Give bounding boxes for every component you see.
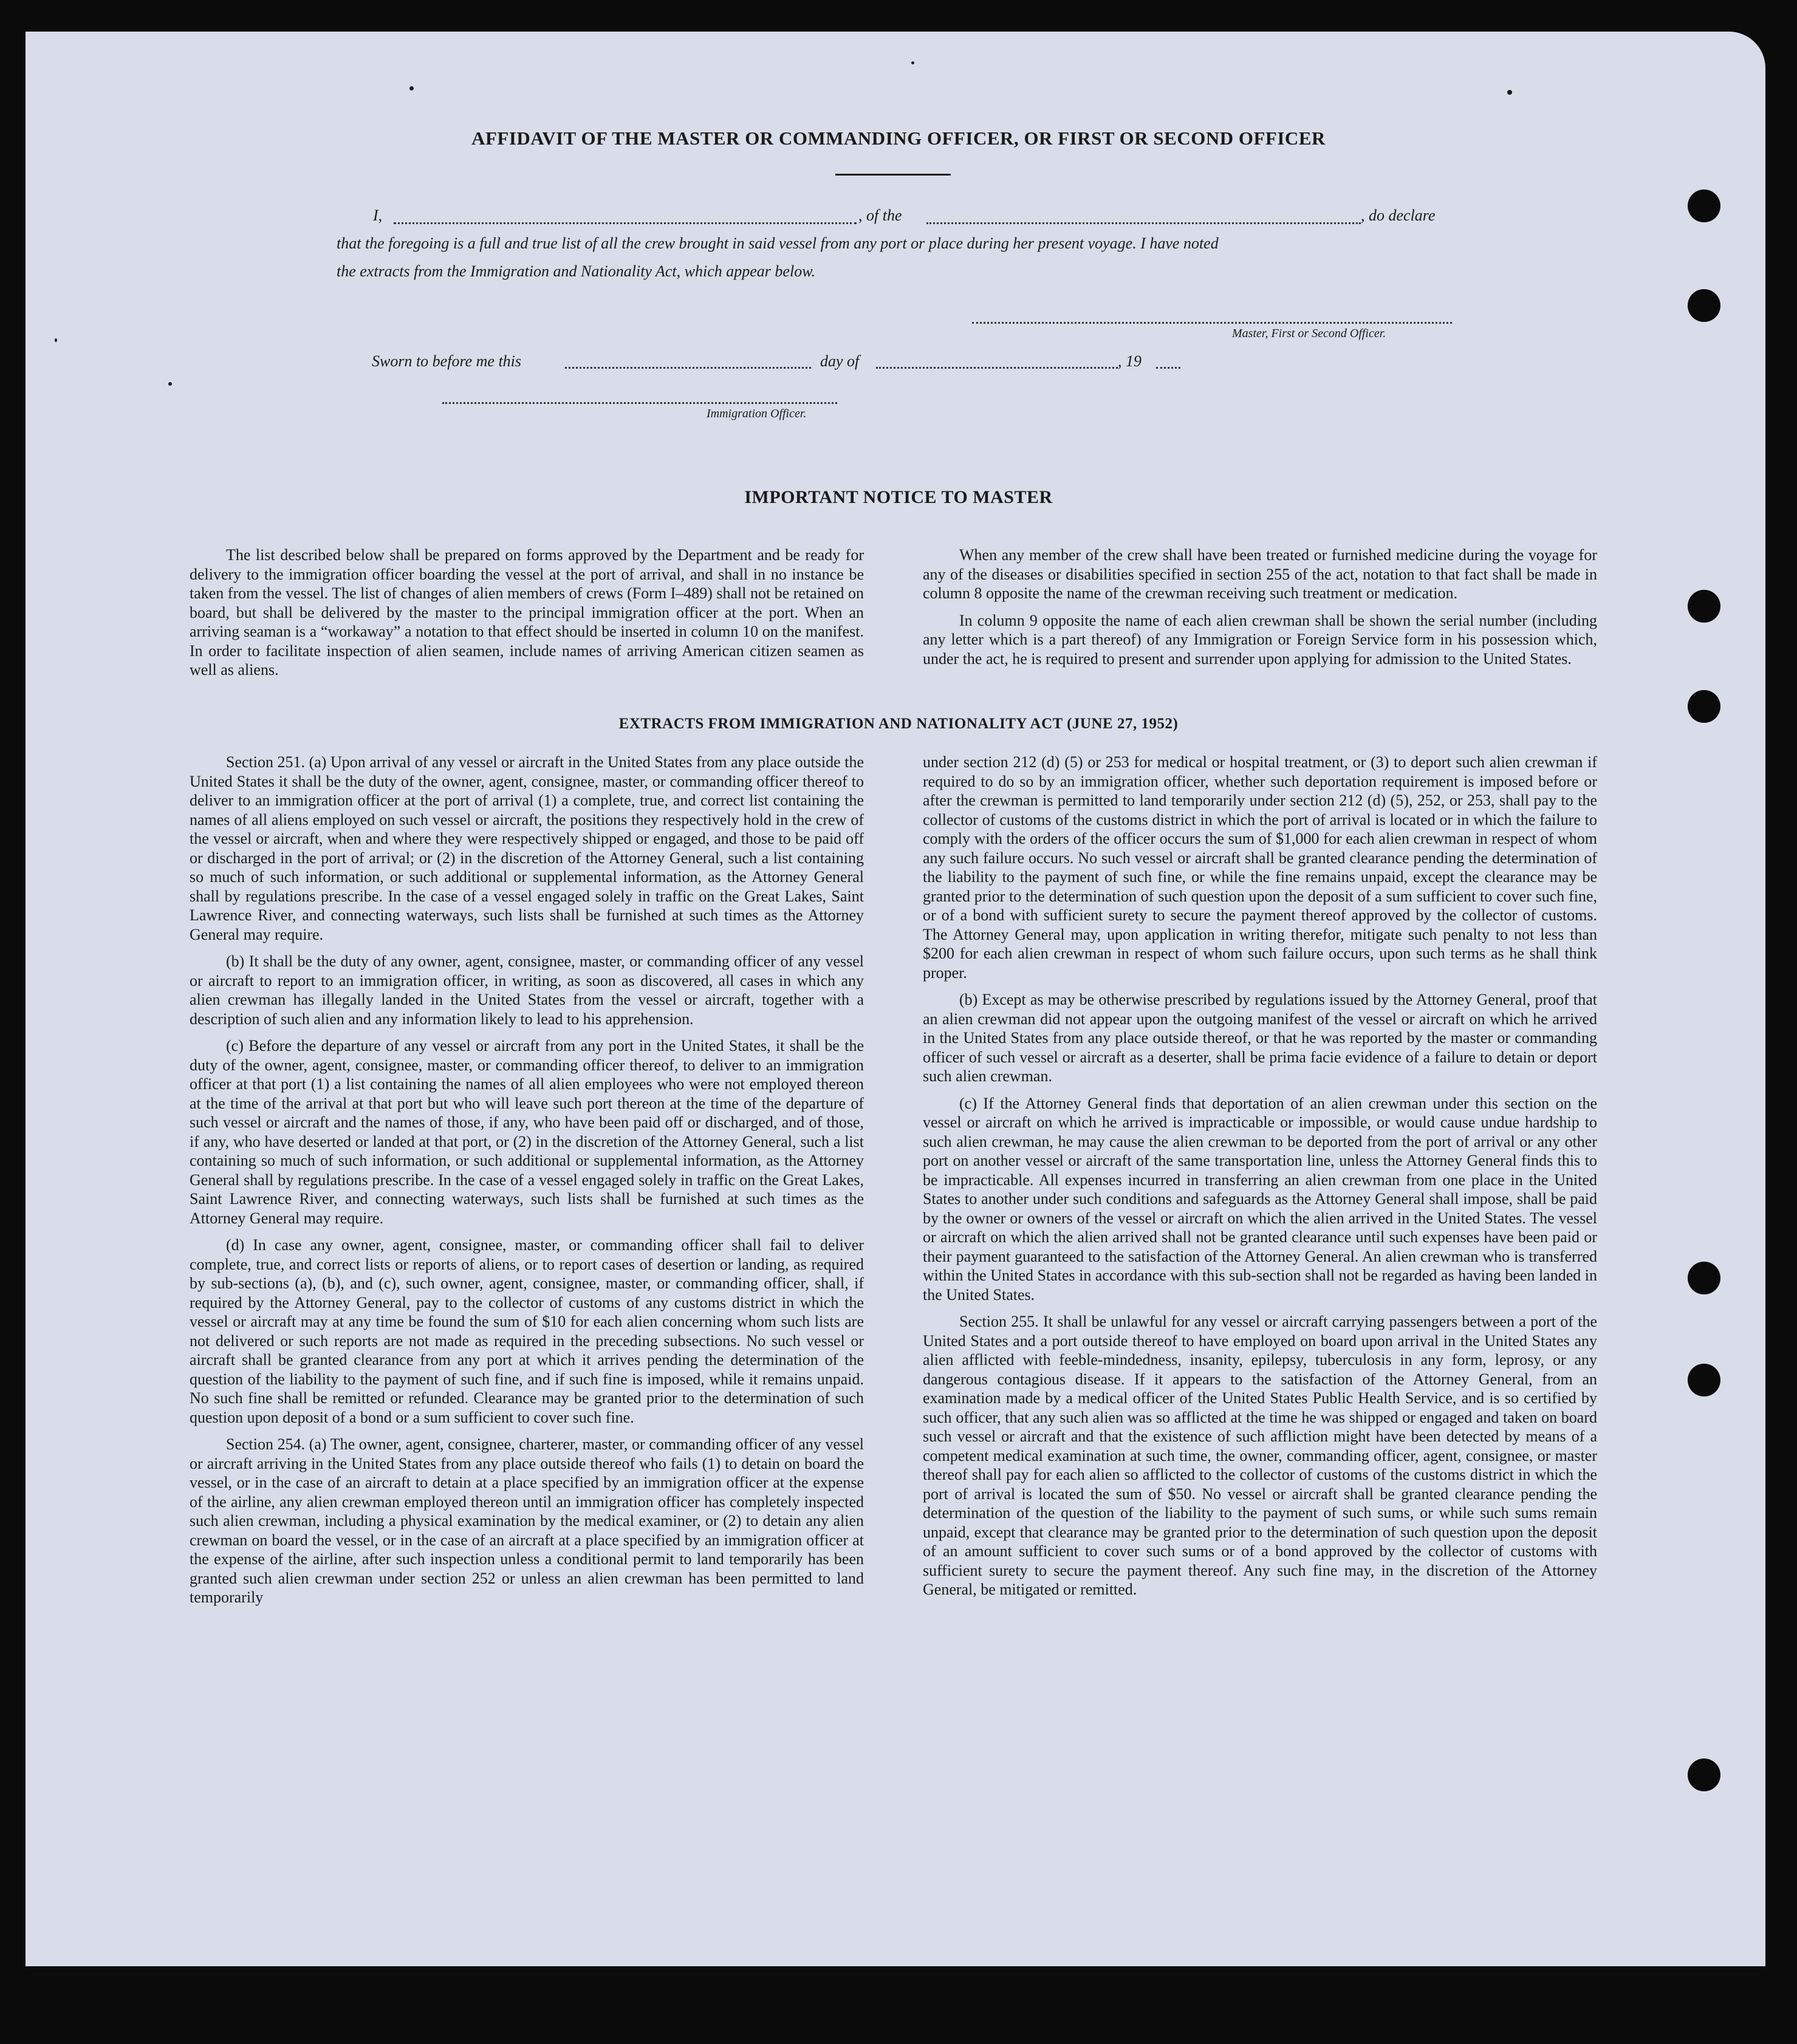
- year-label: , 19: [1118, 352, 1142, 370]
- vessel-name-field[interactable]: [926, 222, 1361, 224]
- extracts-left-column: [190, 753, 864, 1615]
- notice-title: IMPORTANT NOTICE TO MASTER: [744, 487, 1053, 507]
- extracts-right-column: [923, 753, 1597, 1607]
- day-of-label: day of: [820, 352, 860, 370]
- speck: [55, 338, 57, 342]
- binder-hole: [1688, 1759, 1720, 1791]
- statute-paragraph: Section 254. (a) The owner, agent, consignee, charterer, master, or commanding officer of any vessel or aircraft arriving in the United States from any place outside thereof who fails (1) to detain on board the vessel, or in the case of an aircraft to detain at a place specified by an immigration officer at the expense of the airline, any alien crewman employed thereon until an immigration officer has completely inspected such alien crewman, including a physical examination by the medical examiner, or (2) to detain any alien crewman on board the vessel, or in the case of an aircraft at a place specified by an immigration officer at the expense of the airline, after such inspection unless a conditional permit to land temporarily has been granted such alien crewman under section 252 or unless an alien crewman has been permitted to land temporarily: [190, 1435, 864, 1606]
- master-signature-field[interactable]: [972, 322, 1452, 324]
- officer-signature-caption: Immigration Officer.: [707, 407, 807, 420]
- affidavit-of-the-label: , of the: [858, 207, 902, 224]
- affidavit-do-declare-label: , do declare: [1361, 207, 1436, 224]
- notice-right-column: [923, 545, 1597, 676]
- title-underline: [835, 174, 951, 176]
- affidavit-title: AFFIDAVIT OF THE MASTER OR COMMANDING OFFICER, OR FIRST OR SECOND OFFICER: [471, 128, 1326, 149]
- notice-paragraph: When any member of the crew shall have been treated or furnished medicine during the voyage for any of the diseases or disabilities specified in section 255 of the act, notation to that fact shall be made in column 8 opposite the name of the crewman receiving such treatment or medication.: [923, 546, 1597, 602]
- statute-paragraph: (c) If the Attorney General finds that deportation of an alien crewman under this section on the vessel or aircraft on which he arrived is impracticable or impossible, or would cause undue hardship to such alien crewman, he may cause the alien crewman to be deported from the port of arrival or any other port on another vessel or aircraft of the same transportation line, unless the Attorney General finds this to be impracticable. All expenses incurred in transferring an alien crewman from one place in the United States to another under such conditions and safeguards as the Attorney General shall impose, shall be paid by the owner or owners of the vessel or aircraft on which the alien arrived in the United States. The vessel or aircraft on which the alien arrived shall not be granted clearance until such expenses have been paid or their payment guaranteed to the satisfaction of the Attorney General. An alien crewman who is transferred within the United States in accordance with this sub-section shall not be regarded as having been landed in the United States.: [923, 1094, 1597, 1304]
- speck: [168, 382, 172, 386]
- statute-paragraph: Section 255. It shall be unlawful for any vessel or aircraft carrying passengers between a port of the United States and a port outside thereof to have employed on board upon arrival in the United States any alien afflicted with feeble-mindedness, insanity, epilepsy, tuberculosis in any form, leprosy, or any dangerous contagious disease. If it appears to the satisfaction of the Attorney General, from an examination made by a medical officer of the United States Public Health Service, and is so certified by such officer, that any such alien was so afflicted at the time he was shipped or engaged and taken on board such vessel or aircraft and that the existence of such affliction might have been detected by means of a competent medical examination at such time, the owner, commanding officer, agent, consignee, or master thereof shall pay for each alien so afflicted to the collector of customs of the customs district in which the port of arrival is located the sum of $50. No vessel or aircraft shall be granted clearance pending the determination of the question of the liability to the payment of such sums, or while such sums remain unpaid, except that clearance may be granted prior to the determination of such question upon the deposit of an amount sufficient to cover such sums or of a bond approved by the collector of customs with sufficient surety to secure the payment thereof. Any such fine may, in the discretion of the Attorney General, be mitigated or remitted.: [923, 1313, 1597, 1598]
- extracts-title: EXTRACTS FROM IMMIGRATION AND NATIONALITY ACT (JUNE 27, 1952): [618, 716, 1179, 732]
- statute-paragraph: (b) Except as may be otherwise prescribed by regulations issued by the Attorney General, proof that an alien crewman did not appear upon the outgoing manifest of the vessel or aircraft on which he arrived in the United States from any place outside thereof, or that he was reported by the master or commanding officer of such vessel or aircraft as a deserter, shall be prima facie evidence of a failure to detain or deport such alien crewman.: [923, 991, 1597, 1085]
- speck: [911, 61, 914, 64]
- sworn-month-field[interactable]: [876, 367, 1118, 369]
- statute-paragraph: (c) Before the departure of any vessel or aircraft from any port in the United States, it shall be the duty of the owner, agent, consignee, master, or commanding officer thereof, to deliver to an immigration officer at that port (1) a list containing the names of all alien employees who were not employed thereon at the time of the arrival at that port but who will leave such port thereon at the time of the departure of such vessel or aircraft and the names of those, if any, who have been paid off or discharged, and of those, if any, who have deserted or landed at that port, or (2) in the discretion of the Attorney General, such a list containing so much of such information, or such additional or supplemental information, as the Attorney General shall by regulations prescribe. In the case of a vessel engaged solely in traffic on the Great Lakes, Saint Lawrence River, and connecting waterways, such lists shall be furnished at such times as the Attorney General may require.: [190, 1037, 864, 1227]
- officer-signature-field[interactable]: [442, 402, 837, 404]
- sworn-label: Sworn to before me this: [372, 352, 522, 370]
- statute-paragraph: under section 212 (d) (5) or 253 for medical or hospital treatment, or (3) to deport such alien crewman if required to do so by an immigration officer, whether such deportation requirement is imposed before or after the crewman is permitted to land temporarily under section 212 (d) (5), 252, or 253, shall pay to the collector of customs of the customs district in which the port of arrival is located or in which the failure to comply with the orders of the officer occurs the sum of $1,000 for each alien crewman in respect of whom any such failure occurs. No such vessel or aircraft shall be granted clearance pending the determination of the liability to the payment of such fine, or while the fine remains unpaid, except the clearance may be granted prior to the determination of such question upon the deposit of a sum sufficient to cover such fine, or of a bond with sufficient surety to secure the payment thereof approved by the collector of customs. The Attorney General may, upon application in writing therefor, mitigate such penalty to not less than $200 for each alien crewman in respect of whom such failure occurs, upon such terms as he shall think proper.: [923, 753, 1597, 982]
- affidavit-i-label: I,: [373, 207, 383, 224]
- binder-hole: [1688, 190, 1720, 222]
- statute-paragraph: Section 251. (a) Upon arrival of any vessel or aircraft in the United States from any place outside the United States it shall be the duty of the owner, agent, consignee, master, or commanding officer thereof to deliver to an immigration officer at the port of arrival (1) a complete, true, and correct list containing the names of all aliens employed on such vessel or aircraft, the positions they respectively hold in the crew of the vessel or aircraft, when and where they were respectively shipped or engaged, and those to be paid off or discharged in the port of arrival; or (2) in the discretion of the Attorney General, such a list containing so much of such information, or such additional or supplemental information, as the Attorney General shall by regulations prescribe. In the case of a vessel engaged solely in traffic on the Great Lakes, Saint Lawrence River, and connecting waterways, such lists shall be furnished at such times as the Attorney General may require.: [190, 753, 864, 943]
- binder-hole: [1688, 1262, 1720, 1294]
- statute-paragraph: (b) It shall be the duty of any owner, agent, consignee, master, or commanding officer of any vessel or aircraft to report to an immigration officer, in writing, as soon as discovered, all cases in which any alien crewman has illegally landed in the United States from the vessel or aircraft, together with a description of such alien and any information likely to lead to his apprehension.: [190, 952, 864, 1028]
- statute-paragraph: (d) In case any owner, agent, consignee, master, or commanding officer shall fail to deliver complete, true, and correct lists or reports of aliens, or to report cases of desertion or landing, as required by sub-sections (a), (b), and (c), such owner, agent, consignee, master, or commanding officer, shall, if required by the Attorney General, pay to the collector of customs of any customs district in which the vessel or aircraft may at any time be found the sum of $10 for each alien concerning whom such lists are not delivered or such reports are not made as required in the preceding subsections. No such vessel or aircraft shall be granted clearance from any port at which it arrives pending the determination of the question of the liability to the payment of such fine, and if such fine is imposed, while it remains unpaid. No such fine shall be remitted or refunded. Clearance may be granted prior to the determination of such question upon deposit of a bond or a sum sufficient to cover such fine.: [190, 1236, 864, 1426]
- speck: [409, 86, 414, 91]
- sworn-year-field[interactable]: [1156, 367, 1180, 369]
- declarant-name-field[interactable]: [394, 222, 857, 224]
- speck: [1507, 90, 1512, 95]
- sworn-day-field[interactable]: [565, 367, 811, 369]
- notice-left-column: [190, 545, 864, 688]
- binder-hole: [1688, 590, 1720, 623]
- affidavit-statement-line: that the foregoing is a full and true list of all the crew brought in said vessel from any port or place during her present voyage. I have noted: [337, 234, 1219, 252]
- notice-paragraph: In column 9 opposite the name of each alien crewman shall be shown the serial number (including any letter which is a part thereof) of any Immigration or Foreign Service form in his possession which, under the act, he is required to present and surrender upon applying for admission to the United States.: [923, 611, 1597, 668]
- binder-hole: [1688, 289, 1720, 322]
- binder-hole: [1688, 1364, 1720, 1396]
- master-signature-caption: Master, First or Second Officer.: [1232, 327, 1386, 340]
- notice-paragraph: The list described below shall be prepared on forms approved by the Department and be ready for delivery to the immigration officer boarding the vessel at the port of arrival, and shall in no instance be taken from the vessel. The list of changes of alien members of crews (Form I–489) shall not be retained on board, but shall be delivered by the master to the principal immigration officer at the port. When an arriving seaman is a “workaway” a notation to that effect should be inserted in column 10 on the manifest. In order to facilitate inspection of alien seamen, include names of arriving American citizen seamen as well as aliens.: [190, 546, 864, 678]
- affidavit-statement-line: the extracts from the Immigration and Nationality Act, which appear below.: [337, 262, 816, 280]
